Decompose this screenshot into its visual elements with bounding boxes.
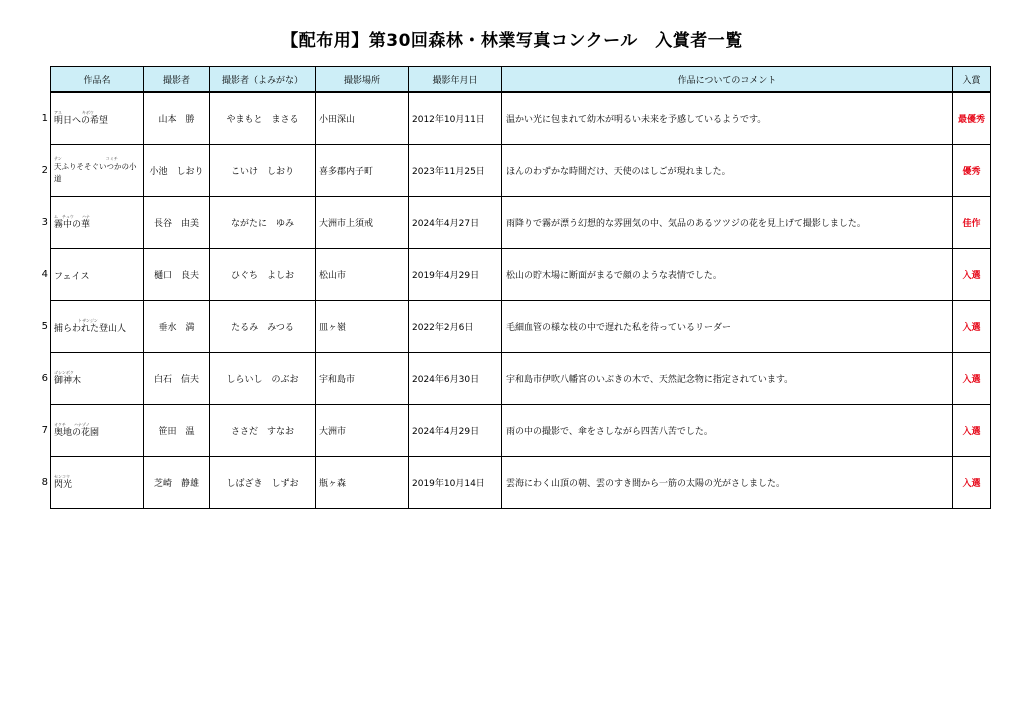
work-title: 明日への希望 (54, 116, 109, 126)
work-title-cell (51, 249, 144, 301)
date-cell: 2019年10月14日 (409, 457, 502, 509)
winners-table (50, 66, 991, 509)
comment-cell: 雨降りで霧が漂う幻想的な雰囲気の中、気品のあるツツジの花を見上げて撮影しました。 (502, 197, 953, 249)
reading-cell: ささだ すなお (210, 405, 316, 457)
reading-cell: やまもと まさる (210, 92, 316, 145)
work-ruby: アス キボウ (54, 110, 94, 115)
award-cell: 入選 (953, 405, 991, 457)
table-row (51, 353, 991, 405)
place-cell: 瓶ヶ森 (316, 457, 409, 509)
row-number: 7 (41, 425, 48, 436)
row-number: 6 (41, 373, 48, 384)
date-cell: 2019年4月29日 (409, 249, 502, 301)
award-cell: 最優秀 (953, 92, 991, 145)
date-cell: 2022年2月6日 (409, 301, 502, 353)
work-title-cell (51, 457, 144, 509)
row-number: 5 (41, 321, 48, 332)
work-title: 御神木 (54, 376, 82, 386)
place-cell: 小田深山 (316, 92, 409, 145)
row-number: 8 (41, 477, 48, 488)
table-row (51, 92, 991, 145)
comment-cell: 毛細血管の様な枝の中で遅れた私を待っているリーダー (502, 301, 953, 353)
award-cell: 入選 (953, 457, 991, 509)
table-row (51, 197, 991, 249)
reading-cell: たるみ みつる (210, 301, 316, 353)
photographer-cell: 山本 勝 (144, 92, 210, 145)
work-title: 天ふりそそぐいつかの小道 (54, 162, 137, 183)
award-cell: 佳作 (953, 197, 991, 249)
reading-cell: こいけ しおり (210, 145, 316, 197)
place-cell: 大洲市上須戒 (316, 197, 409, 249)
work-title: 霧中の華 (54, 220, 91, 230)
header-award: 入賞 (953, 67, 991, 93)
place-cell: 皿ヶ嶺 (316, 301, 409, 353)
work-title: 閃光 (54, 480, 73, 490)
award-cell: 入選 (953, 249, 991, 301)
header-place: 撮影場所 (316, 67, 409, 93)
table-row (51, 301, 991, 353)
table-row (51, 457, 991, 509)
header-work: 作品名 (51, 67, 144, 93)
place-cell: 喜多郡内子町 (316, 145, 409, 197)
work-title-cell (51, 301, 144, 353)
work-ruby: センコウ (54, 474, 70, 479)
reading-cell: しらいし のぶお (210, 353, 316, 405)
date-cell: 2024年6月30日 (409, 353, 502, 405)
date-cell: 2023年11月25日 (409, 145, 502, 197)
comment-cell: 温かい光に包まれて幼木が明るい未来を予感しているようです。 (502, 92, 953, 145)
comment-cell: 雲海にわく山頂の朝、雲のすき間から一筋の太陽の光がさしました。 (502, 457, 953, 509)
date-cell: 2024年4月27日 (409, 197, 502, 249)
date-cell: 2012年10月11日 (409, 92, 502, 145)
comment-cell: 松山の貯木場に断面がまるで顔のような表情でした。 (502, 249, 953, 301)
photographer-cell: 笹田 温 (144, 405, 210, 457)
work-ruby: ム チュウ ハナ (54, 214, 90, 219)
page-title: 【配布用】第30回森林・林業写真コンクール 入賞者一覧 (281, 31, 743, 51)
place-cell: 宇和島市 (316, 353, 409, 405)
row-number: 2 (41, 165, 48, 176)
header-date: 撮影年月日 (409, 67, 502, 93)
reading-cell: しばざき しずお (210, 457, 316, 509)
work-title-cell (51, 197, 144, 249)
table-row (51, 145, 991, 197)
date-cell: 2024年4月29日 (409, 405, 502, 457)
reading-cell: ひぐち よしお (210, 249, 316, 301)
photographer-cell: 芝崎 静雄 (144, 457, 210, 509)
photographer-cell: 白石 信夫 (144, 353, 210, 405)
header-photographer: 撮影者 (144, 67, 210, 93)
place-cell: 大洲市 (316, 405, 409, 457)
header-reading: 撮影者（よみがな） (210, 67, 316, 93)
comment-cell: ほんのわずかな時間だけ、天使のはしごが現れました。 (502, 145, 953, 197)
photographer-cell: 樋口 良夫 (144, 249, 210, 301)
comment-cell: 宇和島市伊吹八幡宮のいぶきの木で、天然記念物に指定されています。 (502, 353, 953, 405)
photographer-cell: 長谷 由美 (144, 197, 210, 249)
row-number: 4 (41, 269, 48, 280)
work-title: 捕らわれた登山人 (54, 324, 127, 334)
row-number: 3 (41, 217, 48, 228)
award-cell: 優秀 (953, 145, 991, 197)
reading-cell: ながたに ゆみ (210, 197, 316, 249)
work-ruby: ゴシンボク (54, 370, 74, 375)
photographer-cell: 垂水 満 (144, 301, 210, 353)
comment-cell: 雨の中の撮影で、傘をさしながら四苦八苦でした。 (502, 405, 953, 457)
work-title-cell (51, 92, 144, 145)
place-cell: 松山市 (316, 249, 409, 301)
award-cell: 入選 (953, 353, 991, 405)
row-number: 1 (41, 113, 48, 124)
work-ruby: トザンジン (54, 318, 98, 323)
header-comment: 作品についてのコメント (502, 67, 953, 93)
work-title-cell (51, 145, 144, 197)
table-header-row (51, 67, 991, 93)
table-row (51, 249, 991, 301)
work-title: 奥地の花園 (54, 428, 100, 438)
work-ruby: オクチ ハナゾノ (54, 422, 90, 427)
work-ruby: テン コミチ (54, 156, 118, 161)
award-cell: 入選 (953, 301, 991, 353)
work-title-cell (51, 353, 144, 405)
photographer-cell: 小池 しおり (144, 145, 210, 197)
work-title: フェイス (54, 272, 90, 282)
table-row (51, 405, 991, 457)
work-title-cell (51, 405, 144, 457)
